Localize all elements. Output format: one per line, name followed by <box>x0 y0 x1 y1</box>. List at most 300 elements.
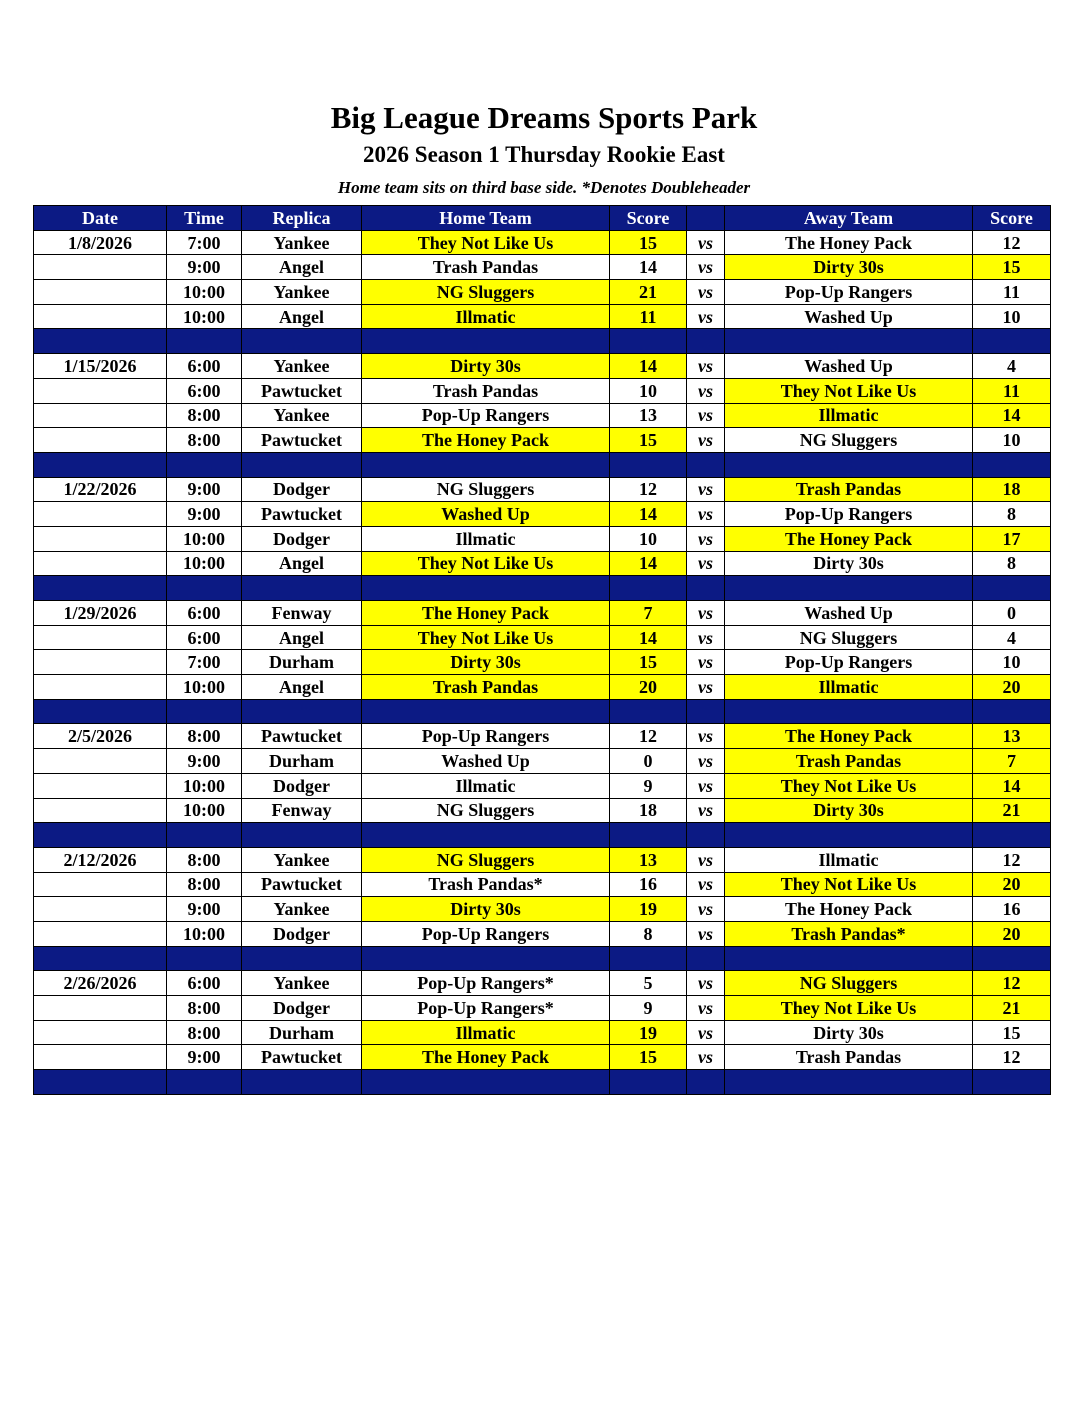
col-header-replica: Replica <box>242 206 362 231</box>
game-replica: Angel <box>242 675 362 700</box>
away-team: Pop-Up Rangers <box>725 650 973 675</box>
away-team: They Not Like Us <box>725 872 973 897</box>
vs-label: vs <box>687 650 725 675</box>
vs-label: vs <box>687 403 725 428</box>
away-score: 7 <box>973 749 1051 774</box>
home-team: NG Sluggers <box>362 477 610 502</box>
away-team: Trash Pandas* <box>725 921 973 946</box>
home-team: Illmatic <box>362 1020 610 1045</box>
game-row <box>34 1045 1051 1070</box>
game-replica: Pawtucket <box>242 378 362 403</box>
separator-cell <box>610 823 687 848</box>
game-replica: Yankee <box>242 897 362 922</box>
game-time: 10:00 <box>167 798 242 823</box>
game-date <box>34 773 167 798</box>
away-score: 20 <box>973 872 1051 897</box>
game-date <box>34 921 167 946</box>
game-replica: Dodger <box>242 996 362 1021</box>
game-row <box>34 526 1051 551</box>
home-score: 8 <box>610 921 687 946</box>
game-time: 9:00 <box>167 502 242 527</box>
game-replica: Angel <box>242 625 362 650</box>
game-row <box>34 749 1051 774</box>
away-score: 21 <box>973 798 1051 823</box>
game-time: 8:00 <box>167 428 242 453</box>
game-date <box>34 304 167 329</box>
home-score: 14 <box>610 551 687 576</box>
away-score: 16 <box>973 897 1051 922</box>
game-row <box>34 1020 1051 1045</box>
home-score: 15 <box>610 230 687 255</box>
game-time: 8:00 <box>167 847 242 872</box>
game-replica: Durham <box>242 650 362 675</box>
home-team: Dirty 30s <box>362 897 610 922</box>
home-score: 20 <box>610 675 687 700</box>
away-team: Illmatic <box>725 847 973 872</box>
vs-label: vs <box>687 675 725 700</box>
col-header-time: Time <box>167 206 242 231</box>
game-row <box>34 230 1051 255</box>
game-time: 10:00 <box>167 921 242 946</box>
game-replica: Angel <box>242 304 362 329</box>
home-team: The Honey Pack <box>362 1045 610 1070</box>
game-time: 6:00 <box>167 354 242 379</box>
game-time: 8:00 <box>167 1020 242 1045</box>
home-team: Illmatic <box>362 526 610 551</box>
game-row <box>34 378 1051 403</box>
game-row <box>34 724 1051 749</box>
separator-cell <box>362 576 610 601</box>
game-replica: Dodger <box>242 773 362 798</box>
game-date <box>34 1045 167 1070</box>
separator-cell <box>362 699 610 724</box>
away-score: 10 <box>973 428 1051 453</box>
separator-cell <box>725 946 973 971</box>
home-score: 14 <box>610 255 687 280</box>
vs-label: vs <box>687 526 725 551</box>
col-header-date: Date <box>34 206 167 231</box>
away-team: NG Sluggers <box>725 625 973 650</box>
game-date: 2/5/2026 <box>34 724 167 749</box>
game-replica: Dodger <box>242 921 362 946</box>
game-date <box>34 1020 167 1045</box>
vs-label: vs <box>687 255 725 280</box>
home-team: They Not Like Us <box>362 551 610 576</box>
away-score: 14 <box>973 773 1051 798</box>
separator-cell <box>725 452 973 477</box>
home-team: The Honey Pack <box>362 601 610 626</box>
vs-label: vs <box>687 897 725 922</box>
game-row <box>34 650 1051 675</box>
separator-cell <box>973 329 1051 354</box>
game-row <box>34 255 1051 280</box>
home-team: Trash Pandas <box>362 378 610 403</box>
game-replica: Dodger <box>242 477 362 502</box>
separator-cell <box>687 699 725 724</box>
home-score: 12 <box>610 477 687 502</box>
away-team: Pop-Up Rangers <box>725 280 973 305</box>
home-team: NG Sluggers <box>362 847 610 872</box>
separator-cell <box>362 946 610 971</box>
away-score: 10 <box>973 304 1051 329</box>
game-row <box>34 773 1051 798</box>
away-score: 0 <box>973 601 1051 626</box>
game-time: 9:00 <box>167 255 242 280</box>
game-replica: Pawtucket <box>242 428 362 453</box>
vs-label: vs <box>687 477 725 502</box>
away-team: Trash Pandas <box>725 477 973 502</box>
home-score: 16 <box>610 872 687 897</box>
game-row <box>34 551 1051 576</box>
separator-cell <box>973 699 1051 724</box>
game-row <box>34 428 1051 453</box>
away-team: NG Sluggers <box>725 971 973 996</box>
away-team: Washed Up <box>725 304 973 329</box>
separator-cell <box>34 576 167 601</box>
home-team: Washed Up <box>362 502 610 527</box>
separator-cell <box>725 823 973 848</box>
game-time: 8:00 <box>167 996 242 1021</box>
away-team: Illmatic <box>725 675 973 700</box>
separator-cell <box>34 699 167 724</box>
game-date <box>34 255 167 280</box>
page-title: Big League Dreams Sports Park <box>330 100 758 135</box>
away-team: They Not Like Us <box>725 996 973 1021</box>
game-date <box>34 378 167 403</box>
separator-cell <box>725 329 973 354</box>
away-team: They Not Like Us <box>725 773 973 798</box>
game-time: 9:00 <box>167 749 242 774</box>
away-score: 15 <box>973 1020 1051 1045</box>
separator-cell <box>687 329 725 354</box>
home-team: They Not Like Us <box>362 625 610 650</box>
away-score: 11 <box>973 280 1051 305</box>
separator-cell <box>242 1070 362 1095</box>
game-replica: Durham <box>242 749 362 774</box>
away-score: 18 <box>973 477 1051 502</box>
home-score: 9 <box>610 773 687 798</box>
separator-cell <box>242 329 362 354</box>
game-row <box>34 280 1051 305</box>
home-team: Illmatic <box>362 773 610 798</box>
game-time: 10:00 <box>167 773 242 798</box>
game-date: 1/8/2026 <box>34 230 167 255</box>
home-team: Pop-Up Rangers <box>362 724 610 749</box>
separator-cell <box>242 576 362 601</box>
week-separator-row <box>34 1070 1051 1095</box>
game-date <box>34 897 167 922</box>
game-date <box>34 872 167 897</box>
game-time: 9:00 <box>167 897 242 922</box>
col-header-away-team: Away Team <box>725 206 973 231</box>
game-time: 10:00 <box>167 675 242 700</box>
separator-cell <box>362 1070 610 1095</box>
game-date <box>34 551 167 576</box>
vs-label: vs <box>687 502 725 527</box>
game-time: 8:00 <box>167 403 242 428</box>
game-row <box>34 601 1051 626</box>
game-row <box>34 847 1051 872</box>
week-separator-row <box>34 576 1051 601</box>
vs-label: vs <box>687 1020 725 1045</box>
home-score: 15 <box>610 428 687 453</box>
separator-cell <box>167 699 242 724</box>
home-score: 15 <box>610 650 687 675</box>
away-score: 4 <box>973 625 1051 650</box>
game-row <box>34 502 1051 527</box>
week-separator-row <box>34 699 1051 724</box>
separator-cell <box>167 946 242 971</box>
vs-label: vs <box>687 798 725 823</box>
home-team: Illmatic <box>362 304 610 329</box>
game-replica: Pawtucket <box>242 724 362 749</box>
game-date <box>34 798 167 823</box>
game-row <box>34 921 1051 946</box>
home-team: Dirty 30s <box>362 354 610 379</box>
game-date <box>34 403 167 428</box>
home-team: NG Sluggers <box>362 798 610 823</box>
game-replica: Pawtucket <box>242 872 362 897</box>
away-score: 8 <box>973 551 1051 576</box>
home-score: 15 <box>610 1045 687 1070</box>
week-separator-row <box>34 452 1051 477</box>
away-team: Dirty 30s <box>725 798 973 823</box>
game-date <box>34 749 167 774</box>
home-team: Washed Up <box>362 749 610 774</box>
game-row <box>34 798 1051 823</box>
separator-cell <box>973 452 1051 477</box>
vs-label: vs <box>687 230 725 255</box>
away-score: 4 <box>973 354 1051 379</box>
game-date <box>34 502 167 527</box>
game-row <box>34 403 1051 428</box>
separator-cell <box>242 452 362 477</box>
vs-label: vs <box>687 625 725 650</box>
separator-cell <box>725 576 973 601</box>
away-team: The Honey Pack <box>725 724 973 749</box>
schedule-note: Home team sits on third base side. *Denotes Doubleheader <box>337 178 751 197</box>
game-replica: Yankee <box>242 971 362 996</box>
away-team: The Honey Pack <box>725 230 973 255</box>
away-team: NG Sluggers <box>725 428 973 453</box>
game-time: 10:00 <box>167 551 242 576</box>
game-time: 10:00 <box>167 526 242 551</box>
page-subtitle: 2026 Season 1 Thursday Rookie East <box>363 142 725 167</box>
home-score: 18 <box>610 798 687 823</box>
home-team: Pop-Up Rangers <box>362 403 610 428</box>
separator-cell <box>34 1070 167 1095</box>
separator-cell <box>725 1070 973 1095</box>
home-score: 5 <box>610 971 687 996</box>
game-row <box>34 477 1051 502</box>
game-replica: Yankee <box>242 403 362 428</box>
game-date: 1/29/2026 <box>34 601 167 626</box>
separator-cell <box>167 1070 242 1095</box>
game-time: 6:00 <box>167 625 242 650</box>
separator-cell <box>362 452 610 477</box>
home-score: 0 <box>610 749 687 774</box>
game-time: 6:00 <box>167 601 242 626</box>
home-score: 11 <box>610 304 687 329</box>
separator-cell <box>610 699 687 724</box>
separator-cell <box>167 823 242 848</box>
game-date: 1/15/2026 <box>34 354 167 379</box>
vs-label: vs <box>687 601 725 626</box>
separator-cell <box>610 946 687 971</box>
vs-label: vs <box>687 872 725 897</box>
game-time: 8:00 <box>167 724 242 749</box>
separator-cell <box>973 576 1051 601</box>
home-team: They Not Like Us <box>362 230 610 255</box>
game-time: 9:00 <box>167 477 242 502</box>
game-date <box>34 428 167 453</box>
separator-cell <box>167 329 242 354</box>
game-replica: Durham <box>242 1020 362 1045</box>
game-time: 10:00 <box>167 304 242 329</box>
away-team: Pop-Up Rangers <box>725 502 973 527</box>
separator-cell <box>725 699 973 724</box>
home-score: 13 <box>610 403 687 428</box>
home-team: NG Sluggers <box>362 280 610 305</box>
home-score: 14 <box>610 354 687 379</box>
separator-cell <box>362 329 610 354</box>
header-row <box>34 206 1051 231</box>
week-separator-row <box>34 329 1051 354</box>
vs-label: vs <box>687 354 725 379</box>
away-score: 20 <box>973 675 1051 700</box>
game-date <box>34 280 167 305</box>
game-replica: Fenway <box>242 798 362 823</box>
vs-label: vs <box>687 724 725 749</box>
home-team: The Honey Pack <box>362 428 610 453</box>
home-team: Pop-Up Rangers* <box>362 996 610 1021</box>
game-replica: Yankee <box>242 354 362 379</box>
schedule-table <box>33 205 1051 1095</box>
home-score: 19 <box>610 1020 687 1045</box>
vs-label: vs <box>687 773 725 798</box>
vs-label: vs <box>687 551 725 576</box>
separator-cell <box>687 1070 725 1095</box>
home-score: 13 <box>610 847 687 872</box>
vs-label: vs <box>687 378 725 403</box>
away-score: 12 <box>973 230 1051 255</box>
week-separator-row <box>34 823 1051 848</box>
week-separator-row <box>34 946 1051 971</box>
separator-cell <box>687 576 725 601</box>
home-team: Trash Pandas <box>362 675 610 700</box>
away-team: Dirty 30s <box>725 255 973 280</box>
vs-label: vs <box>687 304 725 329</box>
game-time: 7:00 <box>167 650 242 675</box>
game-time: 6:00 <box>167 378 242 403</box>
col-header-vs <box>687 206 725 231</box>
home-team: Trash Pandas* <box>362 872 610 897</box>
game-replica: Angel <box>242 551 362 576</box>
game-time: 6:00 <box>167 971 242 996</box>
game-time: 9:00 <box>167 1045 242 1070</box>
game-replica: Yankee <box>242 230 362 255</box>
game-date <box>34 996 167 1021</box>
separator-cell <box>973 823 1051 848</box>
game-row <box>34 675 1051 700</box>
game-date: 2/12/2026 <box>34 847 167 872</box>
separator-cell <box>34 329 167 354</box>
game-time: 8:00 <box>167 872 242 897</box>
col-header-home-score: Score <box>610 206 687 231</box>
separator-cell <box>687 823 725 848</box>
away-team: Dirty 30s <box>725 1020 973 1045</box>
game-row <box>34 897 1051 922</box>
home-score: 19 <box>610 897 687 922</box>
separator-cell <box>362 823 610 848</box>
game-date <box>34 650 167 675</box>
vs-label: vs <box>687 921 725 946</box>
away-score: 12 <box>973 1045 1051 1070</box>
home-score: 21 <box>610 280 687 305</box>
vs-label: vs <box>687 847 725 872</box>
separator-cell <box>973 1070 1051 1095</box>
away-score: 10 <box>973 650 1051 675</box>
vs-label: vs <box>687 996 725 1021</box>
game-time: 10:00 <box>167 280 242 305</box>
away-score: 12 <box>973 971 1051 996</box>
separator-cell <box>34 823 167 848</box>
game-date <box>34 526 167 551</box>
game-replica: Dodger <box>242 526 362 551</box>
away-team: The Honey Pack <box>725 526 973 551</box>
game-date: 2/26/2026 <box>34 971 167 996</box>
vs-label: vs <box>687 749 725 774</box>
away-score: 14 <box>973 403 1051 428</box>
game-row <box>34 996 1051 1021</box>
home-score: 7 <box>610 601 687 626</box>
game-date <box>34 625 167 650</box>
game-time: 7:00 <box>167 230 242 255</box>
home-score: 14 <box>610 625 687 650</box>
game-replica: Yankee <box>242 280 362 305</box>
home-team: Dirty 30s <box>362 650 610 675</box>
separator-cell <box>242 823 362 848</box>
game-row <box>34 354 1051 379</box>
separator-cell <box>34 452 167 477</box>
game-replica: Yankee <box>242 847 362 872</box>
game-replica: Pawtucket <box>242 502 362 527</box>
game-replica: Pawtucket <box>242 1045 362 1070</box>
separator-cell <box>610 329 687 354</box>
home-score: 10 <box>610 378 687 403</box>
away-team: Dirty 30s <box>725 551 973 576</box>
away-team: The Honey Pack <box>725 897 973 922</box>
away-score: 8 <box>973 502 1051 527</box>
away-team: Trash Pandas <box>725 1045 973 1070</box>
game-date: 1/22/2026 <box>34 477 167 502</box>
separator-cell <box>242 946 362 971</box>
home-score: 9 <box>610 996 687 1021</box>
separator-cell <box>242 699 362 724</box>
away-team: Washed Up <box>725 354 973 379</box>
away-score: 12 <box>973 847 1051 872</box>
away-score: 20 <box>973 921 1051 946</box>
game-row <box>34 304 1051 329</box>
away-score: 21 <box>973 996 1051 1021</box>
home-team: Pop-Up Rangers <box>362 921 610 946</box>
vs-label: vs <box>687 1045 725 1070</box>
separator-cell <box>167 452 242 477</box>
separator-cell <box>610 576 687 601</box>
away-score: 13 <box>973 724 1051 749</box>
separator-cell <box>687 452 725 477</box>
schedule-body <box>34 230 1051 1094</box>
